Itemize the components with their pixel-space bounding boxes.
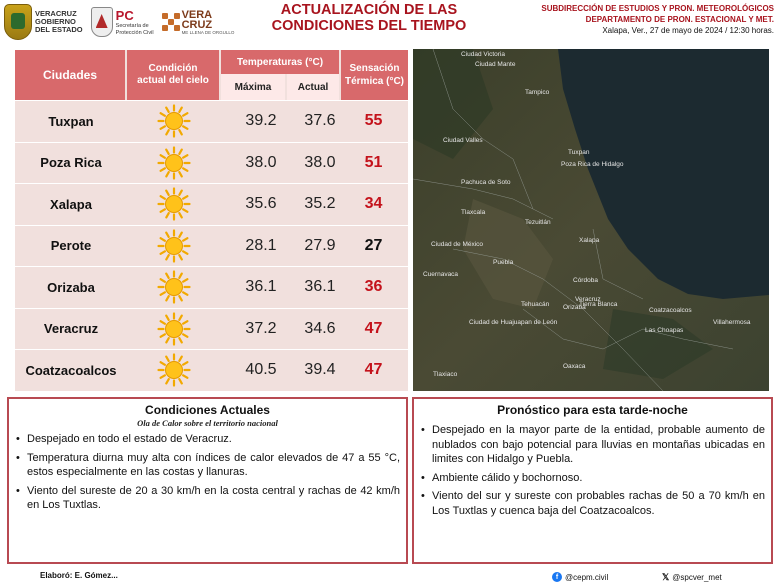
header-city: Ciudades [15, 50, 125, 100]
header-temperatures: Temperaturas (°C) [221, 50, 339, 74]
forecast-panel [412, 397, 773, 564]
report-date: Xalapa, Ver., 27 de mayo de 2024 / 12:30 horas. [602, 26, 774, 35]
max-temperature: 28.1 [245, 236, 277, 254]
max-temperature: 36.1 [245, 278, 277, 295]
thermal-sensation: 36 [364, 278, 383, 295]
map-terrain [413, 49, 769, 391]
x-handle: @spcver_met [672, 573, 722, 582]
map-place-label: Ciudad Mante [475, 61, 516, 68]
table-row [15, 183, 408, 224]
current-conditions-subtitle: Ola de Calor sobre el territorio nacional [137, 418, 278, 428]
table-row [15, 142, 408, 183]
header-actual: Actual [287, 74, 339, 100]
thermal-sensation: 34 [364, 195, 383, 212]
facebook-link[interactable] [552, 572, 608, 582]
map-place-label: Ciudad de Huajuapan de León [469, 319, 558, 326]
satellite-map [413, 49, 769, 391]
map-place-label: Ciudad Victoria [461, 51, 505, 58]
x-icon: 𝕏 [662, 572, 670, 582]
actual-temperature: 27.9 [304, 236, 336, 254]
actual-temperature: 38.0 [304, 153, 336, 171]
city-name: Poza Rica [40, 155, 102, 170]
max-temperature: 37.2 [245, 319, 277, 337]
veracruz-brand-icon [162, 13, 180, 31]
table-row [15, 100, 408, 141]
map-place-label: Tehuacán [521, 301, 550, 308]
max-temperature: 35.6 [245, 195, 277, 212]
thermal-sensation: 27 [364, 236, 383, 254]
list-item: • Viento del sur y sureste con probables rachas de 50 a 70 km/h en Los Tuxtlas y cuenca baja del Coatzacoalcos. [420, 489, 765, 518]
thermal-sensation: 55 [364, 112, 383, 129]
actual-temperature: 35.2 [304, 195, 336, 212]
table-row [15, 266, 408, 307]
department-info [541, 3, 774, 36]
veracruz-brand-logo [162, 10, 235, 35]
sun-icon [127, 184, 221, 224]
map-place-label: Ciudad Valles [443, 137, 483, 144]
veracruz-brand-tagline: ME LLENA DE ORGULLO [181, 29, 235, 35]
max-temperature: 40.5 [245, 361, 277, 378]
map-place-label: Xalapa [579, 237, 600, 244]
map-place-label: Oaxaca [563, 363, 586, 370]
page-title-line1: ACTUALIZACIÓN DE LAS [280, 2, 458, 18]
list-item: • Ambiente cálido y bochornoso. [420, 471, 765, 486]
author-credit: Elaboró: E. Gómez... [40, 571, 118, 580]
map-place-label: Tlaxcala [461, 209, 486, 216]
sun-icon [127, 267, 221, 307]
max-temperature: 38.0 [245, 153, 277, 171]
page-title-line2: CONDICIONES DEL TIEMPO [271, 18, 467, 34]
thermal-sensation: 47 [364, 361, 383, 378]
city-name: Veracruz [43, 321, 99, 336]
x-link[interactable] [662, 572, 722, 583]
facebook-handle: @cepm.civil [565, 572, 609, 582]
header-max: Máxima [221, 74, 285, 100]
list-item: • Temperatura diurna muy alta con índices de calor elevados de 47 a 55 °C, estos especialmente en las costas y llanuras. [15, 451, 400, 480]
sun-icon [127, 226, 221, 266]
city-name: Orizaba [47, 279, 95, 295]
dept-line1: SUBDIRECCIÓN DE ESTUDIOS Y PRON. METEOROLÓGICOS [541, 4, 774, 13]
forecast-title: Pronóstico para esta tarde-noche [497, 403, 688, 417]
list-item: • Viento del sureste de 20 a 30 km/h en la costa central y rachas de 42 km/h en Los Tuxtlas. [15, 484, 400, 513]
thermal-sensation: 47 [364, 319, 383, 337]
map-place-label: Cuernavaca [423, 271, 459, 278]
sun-icon [127, 350, 221, 390]
forecast-list [414, 423, 771, 518]
map-place-label: Orizaba [563, 304, 586, 311]
max-temperature: 39.2 [245, 112, 277, 129]
facebook-icon: f [552, 572, 562, 582]
pc-logo [91, 7, 154, 37]
map-place-label: Veracruz [575, 296, 601, 303]
veracruz-brand-text: VERA CRUZ [181, 8, 213, 31]
map-place-label: Tlaxiaco [433, 371, 458, 378]
table-row [15, 225, 408, 266]
pc-logo-subtitle: Secretaría de Protección Civil [115, 23, 154, 36]
dept-line2: DEPARTAMENTO DE PRON. ESTACIONAL Y MET. [585, 15, 774, 24]
map-place-label: Pachuca de Soto [461, 179, 511, 186]
page-title [266, 2, 472, 34]
table-row [15, 308, 408, 349]
current-conditions-list [9, 432, 406, 513]
veracruz-seal-icon [4, 4, 32, 40]
table-row [15, 349, 408, 390]
current-conditions-panel [7, 397, 408, 564]
sun-icon [127, 143, 221, 183]
sun-icon [127, 309, 221, 349]
actual-temperature: 39.4 [304, 361, 336, 378]
map-place-label: Tezuitlán [525, 219, 551, 226]
header-logos [4, 2, 242, 42]
map-place-label: Poza Rica de Hidalgo [561, 161, 624, 168]
thermal-sensation: 51 [364, 153, 383, 171]
header-condition: Condición actual del cielo [127, 50, 219, 100]
pc-logo-title: PC [115, 8, 134, 23]
pc-shield-icon [91, 7, 113, 37]
city-name: Coatzacoalcos [25, 362, 117, 378]
veracruz-logo [4, 4, 83, 40]
map-place-label: Tierra Blanca [579, 301, 618, 308]
map-place-label: Córdoba [573, 277, 598, 284]
map-place-label: Las Choapas [645, 327, 684, 334]
map-place-label: Coatzacoalcos [649, 307, 692, 314]
city-name: Tuxpan [48, 113, 94, 129]
conditions-table [15, 50, 408, 391]
map-place-label: Villahermosa [713, 319, 751, 326]
list-item: • Despejado en todo el estado de Veracruz. [15, 432, 400, 447]
map-place-label: Tuxpan [568, 149, 590, 156]
map-place-label: Ciudad de México [431, 241, 484, 248]
actual-temperature: 36.1 [304, 278, 336, 295]
list-item: • Despejado en la mayor parte de la entidad, probable aumento de nublados con bajo potencial para lluvias en montañas ubicadas en limites con Hidalgo y Puebla. [420, 423, 765, 467]
actual-temperature: 37.6 [304, 112, 336, 129]
current-conditions-title: Condiciones Actuales [145, 403, 270, 417]
header-sensation: Sensación Térmica (°C) [341, 50, 408, 100]
map-place-label: Puebla [493, 259, 514, 266]
city-name: Xalapa [50, 196, 92, 212]
map-place-label: Tampico [525, 89, 550, 96]
actual-temperature: 34.6 [304, 319, 336, 337]
city-name: Perote [50, 238, 92, 253]
sun-icon [127, 101, 221, 141]
veracruz-logo-text: VERACRUZ GOBIERNO DEL ESTADO [35, 9, 83, 34]
